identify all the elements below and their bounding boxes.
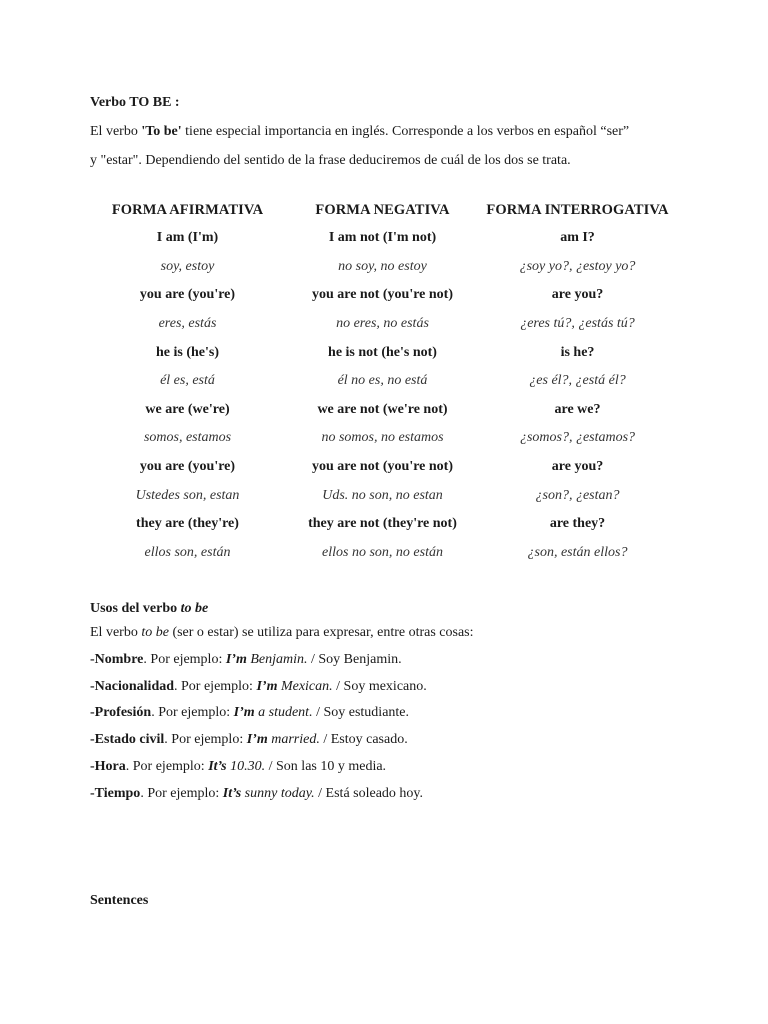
uses-intro-italic: to be [141,625,169,640]
table-cell: somos, estamos [143,430,232,446]
intro-text: y "estar". Dependiendo del sentido de la frase deduciremos de cuál de los dos se trata. [90,153,571,168]
use-example-subject: I’m [246,732,268,748]
uses-intro [90,620,690,647]
use-example-subject: I’m [233,705,255,721]
use-example-prefix: . Por ejemplo: [143,651,226,667]
use-example-spanish: / Soy mexicano. [332,678,427,694]
use-example-prefix: . Por ejemplo: [140,785,223,801]
header-negative: FORMA NEGATIVA [315,201,450,218]
table-cell: ellos son, están [144,544,231,560]
use-example-spanish: / Son las 10 y media. [265,758,387,774]
table-cell: he is not (he's not) [328,344,437,360]
use-example-spanish: / Está soleado hoy. [314,785,424,801]
list-item [90,781,690,808]
table-cell: are we? [554,401,601,417]
uses-heading [90,598,690,620]
table-cell: no soy, no estoy [338,258,427,274]
list-item [90,647,690,674]
table-cell: is he? [560,344,595,360]
uses-list [90,647,690,808]
table-cell: él es, está [160,373,215,389]
use-example-subject: It’s [208,758,227,774]
table-cell: they are (they're) [136,516,239,532]
table-cell: ¿es él?, ¿está él? [529,373,626,389]
table-cell: he is (he's) [156,344,219,360]
table-cell: él no es, no está [337,373,428,389]
use-label: -Nacionalidad [90,678,175,694]
table-cell: Ustedes son, estan [135,487,240,503]
use-example-spanish: / Soy estudiante. [312,705,410,721]
table-cell: ¿soy yo?, ¿estoy yo? [519,258,636,274]
table-cell: ¿somos?, ¿estamos? [519,430,636,446]
table-cell: ellos no son, no están [322,544,443,560]
uses-intro-text: El verbo [90,625,142,640]
table-row-spanish [90,253,690,282]
use-example-spanish: / Estoy casado. [319,732,408,748]
page-title: Verbo TO BE : [90,95,180,110]
use-example-subject-wrap [247,732,268,747]
use-example-prefix: . Por ejemplo: [125,758,209,774]
table-header-row [90,196,690,224]
table-cell: am I? [560,230,595,246]
uses-section [90,598,690,808]
table-cell: they are not (they're not) [308,516,457,532]
header-interrogative: FORMA INTERROGATIVA [486,201,669,218]
table-cell: you are not (you're not) [311,459,454,475]
uses-heading-italic: to be [180,601,209,616]
table-row-english [90,453,690,482]
intro-text: El verbo [90,124,142,139]
table-cell: no somos, no estamos [321,430,444,446]
use-label: -Estado civil [90,732,165,748]
table-row-english [90,510,690,539]
list-item [90,674,690,701]
table-cell: we are (we're) [145,401,230,417]
use-example-subject-wrap [223,786,241,801]
use-example-prefix: . Por ejemplo: [174,678,257,694]
table-cell: ¿son?, ¿estan? [535,487,620,503]
table-cell: are you? [551,287,604,303]
table-row-english [90,224,690,253]
use-example-subject-wrap [234,705,255,720]
table-cell: are they? [549,516,606,532]
table-row-english [90,338,690,367]
table-row-spanish [90,481,690,510]
list-item [90,727,690,754]
table-row-english [90,281,690,310]
table-cell: you are not (you're not) [311,287,454,303]
sentences-section [90,892,148,910]
list-item [90,700,690,727]
table-cell: we are not (we're not) [317,401,448,417]
list-item [90,754,690,781]
table-cell: ¿eres tú?, ¿estás tú? [520,316,635,332]
use-example-english: Benjamin. [246,651,308,667]
table-cell: no eres, no estás [336,316,429,332]
uses-intro-text: (ser o estar) se utiliza para expresar, entre otras cosas: [168,625,474,640]
use-example-subject: It’s [222,785,242,801]
table-cell: you are (you're) [139,459,236,475]
header-affirmative: FORMA AFIRMATIVA [111,201,264,218]
conjugation-table [90,196,690,567]
uses-heading-text: Usos del verbo [90,601,181,616]
table-row-english [90,396,690,425]
table-cell: are you? [551,459,604,475]
table-cell: you are (you're) [139,287,236,303]
table-row-spanish [90,424,690,453]
use-example-english: 10.30. [226,758,266,774]
use-example-prefix: . Por ejemplo: [164,732,247,748]
table-cell: ¿son, están ellos? [527,544,628,560]
table-cell: eres, estás [158,316,217,332]
use-example-subject: I’m [225,651,247,667]
use-example-subject-wrap [226,652,247,667]
intro-text: tiene especial importancia en inglés. Corresponde a los verbos en español “ser” [181,124,630,139]
intro-section [90,94,690,175]
use-label: -Tiempo [90,785,141,801]
use-label: -Profesión [90,705,152,721]
use-label: -Nombre [90,651,144,667]
use-example-english: Mexican. [277,678,333,694]
intro-paragraph [90,117,690,175]
use-example-english: a student. [254,705,313,721]
table-cell: I am not (I'm not) [328,230,437,246]
table-cell: Uds. no son, no estan [322,487,443,503]
table-cell: soy, estoy [160,258,215,274]
table-cell: I am (I'm) [156,230,219,246]
use-example-prefix: . Por ejemplo: [151,705,234,721]
table-row-spanish [90,310,690,339]
table-row-spanish [90,539,690,568]
sentences-heading: Sentences [90,893,149,908]
use-label: -Hora [90,758,126,774]
intro-bold-text: 'To be' [141,124,182,139]
use-example-spanish: / Soy Benjamin. [307,651,402,667]
use-example-english: married. [267,732,320,748]
use-example-subject-wrap [256,679,277,694]
use-example-english: sunny today. [241,785,315,801]
use-example-subject: I’m [256,678,278,694]
use-example-subject-wrap [208,759,226,774]
table-row-spanish [90,367,690,396]
